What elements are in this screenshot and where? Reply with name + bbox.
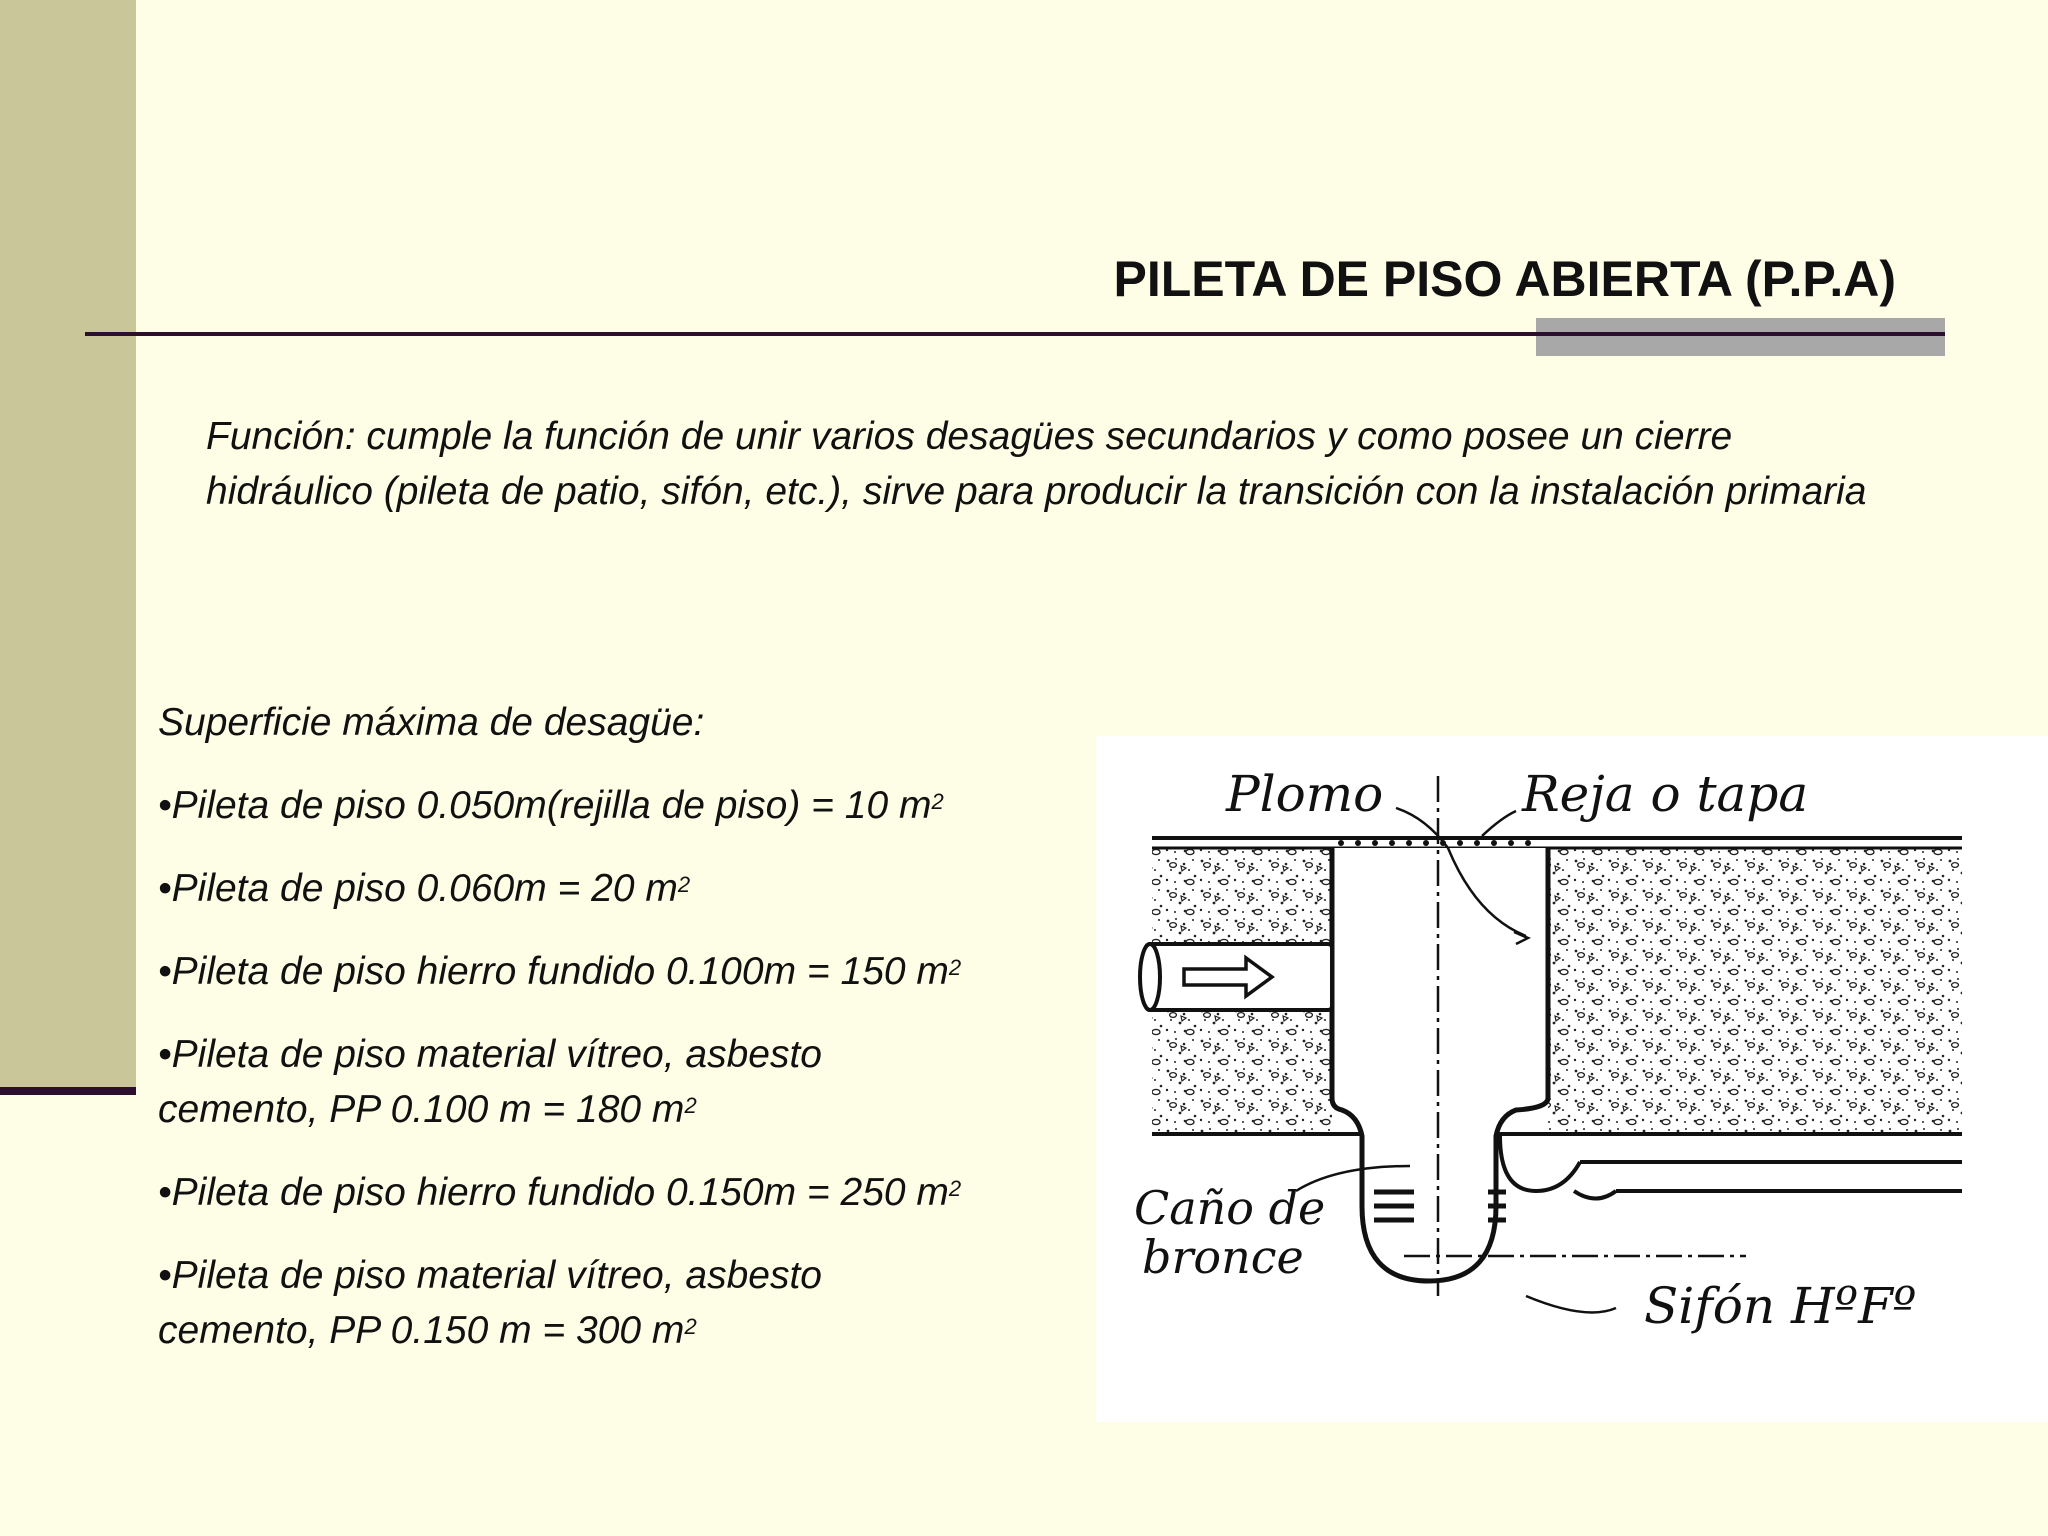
label-reja-o-tapa: Reja o tapa [1522,765,1809,823]
list-item [158,1027,978,1137]
list-item-text: •Pileta de piso 0.050m(rejilla de piso) = 10 m [158,784,932,827]
unit-exponent: 2 [931,789,944,814]
drain-diagram-svg [1096,736,2048,1422]
unit-exponent: 2 [948,1176,962,1201]
title-accent-bar [1536,318,1945,356]
list-heading: Superficie máxima de desagüe: [158,701,705,744]
inlet-pipe [1146,944,1332,1010]
unit-exponent: 2 [684,1093,697,1118]
function-paragraph: Función: cumple la función de unir varios desagües secundarios y como posee un cierre hidráulico (pileta de patio, sifón, etc.), sirve para producir la transición con la instalación primaria [206,415,1867,513]
grate [1338,840,1531,846]
unit-exponent: 2 [677,872,691,897]
list-item-text: •Pileta de piso hierro fundido 0.150m = 250 m [158,1171,949,1214]
unit-exponent: 2 [684,1314,697,1339]
label-bronce: bronce [1142,1230,1304,1284]
sifon-leader [1526,1296,1616,1312]
siphon-inner-curve [1500,1136,1580,1191]
pileta-box [1332,848,1548,1281]
drain-diagram [1096,736,2048,1422]
list-item-text: •Pileta de piso material vítreo, asbesto cemento, PP 0.100 m = 180 m [158,1033,822,1131]
unit-exponent: 2 [948,955,962,980]
left-decor-band [0,0,136,1090]
label-cano-de: Caño de [1134,1181,1326,1235]
list-item-text: •Pileta de piso hierro fundido 0.100m = 150 m [158,950,949,993]
gravel-right [1548,848,1962,1132]
inlet-pipe-mouth [1140,944,1160,1010]
list-item [158,944,1108,999]
list-item [158,1248,978,1358]
list-item [158,861,1108,916]
surface-list [158,695,1108,1386]
siphon-pipe-joint [1574,1191,1616,1199]
label-sifon: Sifón HºFº [1644,1277,1917,1335]
slide-title: PILETA DE PISO ABIERTA (P.P.A) [1113,251,1896,307]
title-rule-overlay [1536,332,1945,336]
label-plomo: Plomo [1226,765,1384,823]
list-item [158,778,1108,833]
list-item-text: •Pileta de piso material vítreo, asbesto cemento, PP 0.150 m = 300 m [158,1254,822,1352]
list-item-text: •Pileta de piso 0.060m = 20 m [158,867,678,910]
left-band-edge [0,1087,136,1095]
reja-leader [1482,811,1516,836]
list-item [158,1165,1108,1220]
